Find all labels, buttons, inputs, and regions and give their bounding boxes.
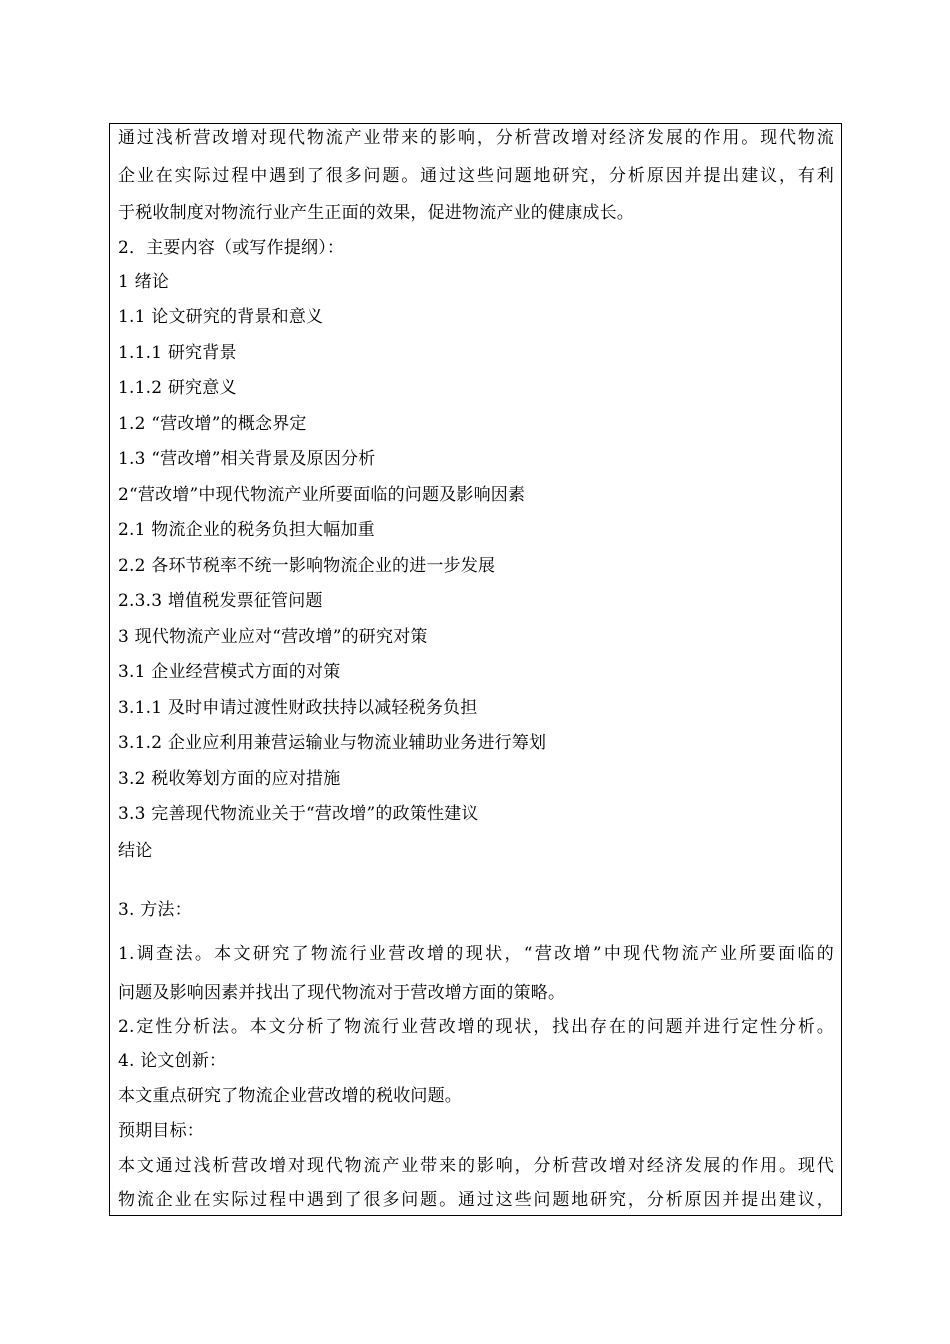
intro-line: 于税收制度对物流行业产生正面的效果，促进物流产业的健康成长。: [118, 203, 634, 223]
outline-item: 结论: [118, 841, 153, 861]
innovation-heading: 4. 论文创新：: [118, 1051, 227, 1071]
methods-line: 2.定性分析法。本文分析了物流行业营改增的现状，找出存在的问题并进行定性分析。: [118, 1017, 834, 1037]
outline-item: 2.2 各环节税率不统一影响物流企业的进一步发展: [118, 556, 496, 576]
outline-item: 1.3 “营改增”相关背景及原因分析: [118, 449, 376, 469]
outline-item: 3.1.1 及时申请过渡性财政扶持以减轻税务负担: [118, 698, 478, 718]
outline-item: 1 绪论: [118, 272, 170, 292]
innovation-text: 本文重点研究了物流企业营改增的税收问题。: [118, 1086, 462, 1106]
outline-item: 2.3.3 增值税发票征管问题: [118, 591, 323, 611]
intro-line: 通过浅析营改增对现代物流产业带来的影响，分析营改增对经济发展的作用。现代物流: [118, 128, 834, 148]
outline-item: 2.1 物流企业的税务负担大幅加重: [118, 520, 375, 540]
outline-item: 3.2 税收筹划方面的应对措施: [118, 769, 341, 789]
methods-heading: 3. 方法：: [118, 900, 192, 920]
outline-item: 3.1 企业经营模式方面的对策: [118, 662, 341, 682]
goal-heading: 预期目标：: [118, 1121, 204, 1141]
methods-line: 问题及影响因素并找出了现代物流对于营改增方面的策略。: [118, 983, 566, 1003]
methods-line: 1.调查法。本文研究了物流行业营改增的现状，“营改增”中现代物流产业所要面临的: [118, 944, 834, 964]
outline-item: 1.1.2 研究意义: [118, 378, 237, 398]
outline-item: 2“营改增”中现代物流产业所要面临的问题及影响因素: [118, 485, 526, 505]
goal-line: 本文通过浅析营改增对现代物流产业带来的影响，分析营改增对经济发展的作用。现代: [118, 1156, 834, 1176]
outline-item: 3.3 完善现代物流业关于“营改增”的政策性建议: [118, 804, 479, 824]
outline-item: 1.1.1 研究背景: [118, 343, 237, 363]
outline-item: 1.2 “营改增”的概念界定: [118, 414, 307, 434]
outline-heading: 2．主要内容（或写作提纲）：: [118, 238, 345, 258]
intro-line: 企业在实际过程中遇到了很多问题。通过这些问题地研究，分析原因并提出建议，有利: [118, 166, 834, 186]
outline-item: 3 现代物流产业应对“营改增”的研究对策: [118, 627, 428, 647]
goal-line: 物流企业在实际过程中遇到了很多问题。通过这些问题地研究，分析原因并提出建议，: [118, 1190, 834, 1210]
outline-item: 1.1 论文研究的背景和意义: [118, 307, 324, 327]
outline-item: 3.1.2 企业应利用兼营运输业与物流业辅助业务进行筹划: [118, 733, 547, 753]
